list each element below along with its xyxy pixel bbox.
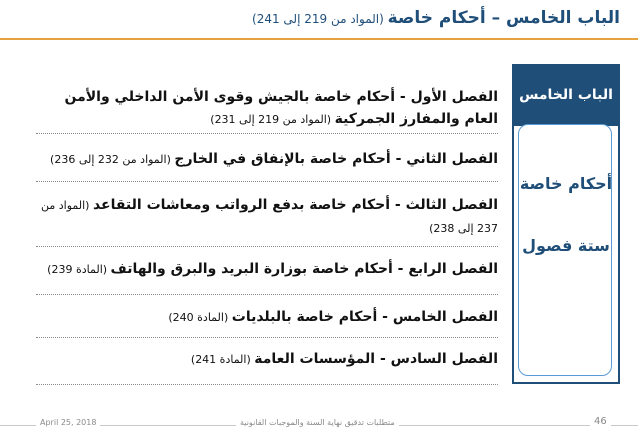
chapter-2 <box>38 148 498 171</box>
sidebar-chapter-heading: الباب الخامس <box>512 64 620 126</box>
chapter-6 <box>38 348 498 371</box>
separator <box>36 384 498 385</box>
chapter-5 <box>38 306 498 329</box>
separator <box>36 337 498 338</box>
chapter-3-ref: (المواد من 237 إلى 238) <box>40 199 498 235</box>
chapter-5-ref: (المادة 240) <box>168 311 232 324</box>
sidebar-count: ستة فصول <box>522 236 610 255</box>
chapter-1-title: الفصل الأول - أحكام خاصة بالجيش وقوى الأمن الداخلي والأمن العام والمفارز الجمركية <box>64 89 498 127</box>
title-underline <box>0 38 638 40</box>
footer-date: April 25, 2018 <box>36 418 100 427</box>
sidebar-topic: أحكام خاصة <box>519 174 613 193</box>
chapter-3-title: الفصل الثالث - أحكام خاصة بدفع الرواتب ومعاشات التقاعد <box>92 197 498 213</box>
chapter-2-ref: (المواد من 232 إلى 236) <box>50 153 175 166</box>
page-number: 46 <box>590 416 611 427</box>
chapter-6-title: الفصل السادس - المؤسسات العامة <box>254 351 498 367</box>
footer-title: متطلبات تدقيق نهاية السنة والموجبات القانونية <box>236 418 399 427</box>
chapter-4-title: الفصل الرابع - أحكام خاصة بوزارة البريد والبرق والهاتف <box>110 261 498 277</box>
title-main: الباب الخامس – أحكام خاصة <box>387 8 620 28</box>
chapter-4-ref: (المادة 239) <box>47 263 111 276</box>
chapter-2-title: الفصل الثاني - أحكام خاصة بالإنفاق في الخارج <box>174 151 498 167</box>
separator <box>36 294 498 295</box>
separator <box>36 133 498 134</box>
title-subtitle: (المواد من 219 إلى 241) <box>252 12 388 26</box>
separator <box>36 181 498 182</box>
chapter-4 <box>38 258 498 281</box>
separator <box>36 246 498 247</box>
chapter-5-title: الفصل الخامس - أحكام خاصة بالبلديات <box>231 309 498 325</box>
chapter-sidebar <box>512 64 620 386</box>
chapter-1 <box>38 86 498 131</box>
chapter-1-ref: (المواد من 219 إلى 231) <box>210 113 335 126</box>
chapter-6-ref: (المادة 241) <box>190 353 255 366</box>
page-title <box>20 8 620 28</box>
chapter-3 <box>38 194 498 240</box>
